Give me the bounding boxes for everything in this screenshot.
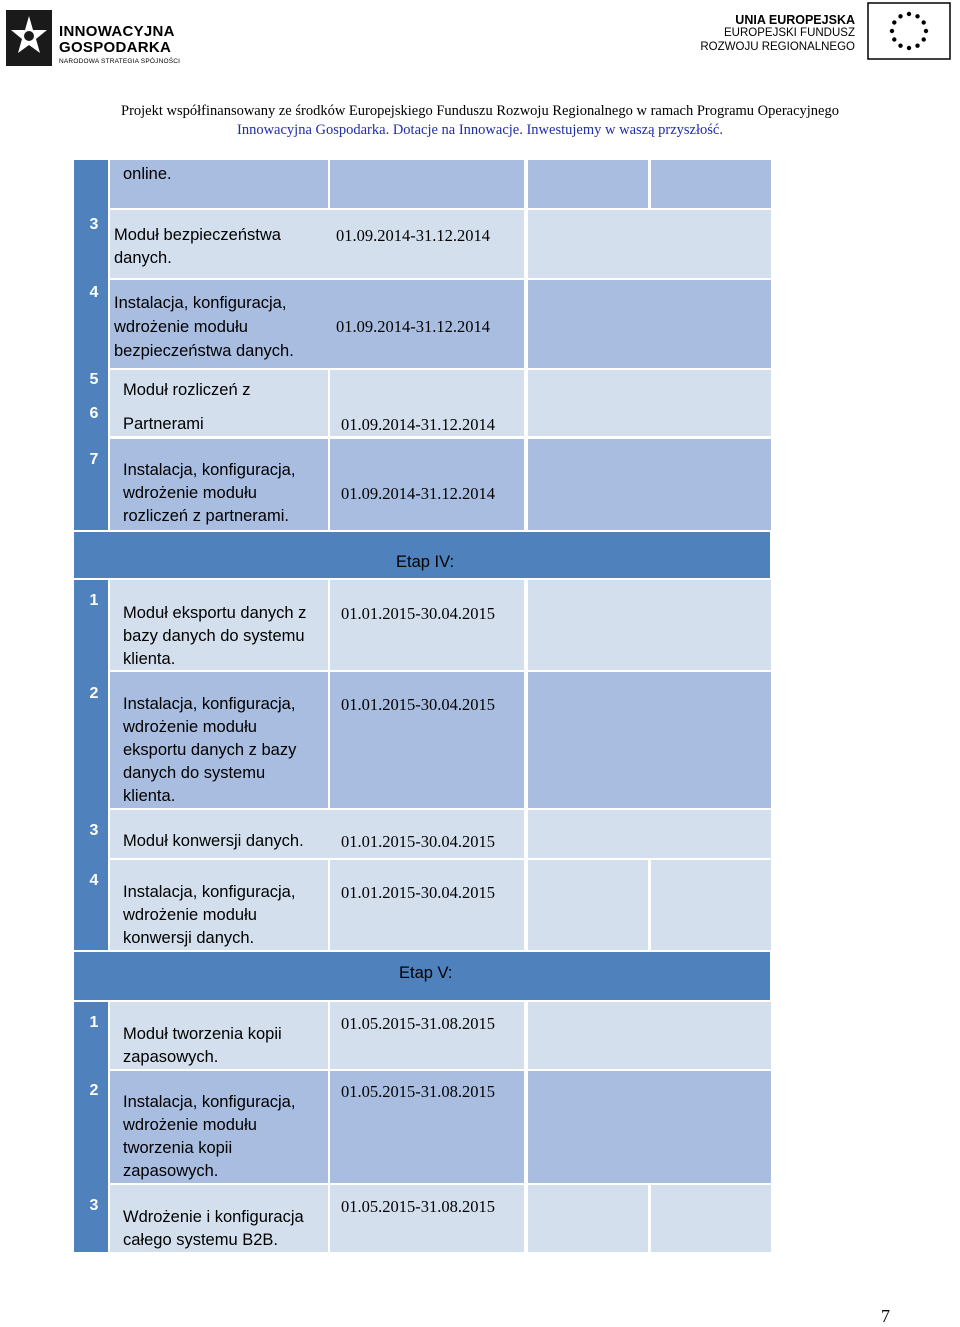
- table-cell: [330, 160, 524, 208]
- row-number: 4: [89, 872, 99, 889]
- eu-star-icon: [924, 29, 928, 33]
- task-name-line: Instalacja, konfiguracja,: [114, 294, 287, 312]
- task-name-line: wdrożenie modułu: [123, 718, 257, 736]
- eu-star-icon: [915, 44, 919, 48]
- eu-logo-line1: UNIA EUROPEJSKA: [735, 13, 855, 27]
- table-cell: [528, 160, 648, 208]
- row-number: 2: [89, 1082, 99, 1099]
- row-number: 2: [89, 685, 99, 702]
- task-name-line: wdrożenie modułu: [114, 318, 248, 336]
- eu-star-icon: [922, 37, 926, 41]
- task-name-line: tworzenia kopii: [123, 1139, 233, 1157]
- row-number: 7: [89, 451, 99, 468]
- table-cell: [528, 810, 771, 858]
- task-name-line: klienta.: [123, 787, 176, 805]
- page-number: 7: [881, 1306, 890, 1326]
- table-cell-text: online.: [123, 165, 172, 183]
- stage-label: Etap IV:: [396, 553, 455, 571]
- table-cell: [528, 1002, 771, 1069]
- table-cell: [330, 1185, 524, 1252]
- task-date: 01.05.2015-31.08.2015: [341, 1082, 495, 1101]
- task-name-line: Instalacja, konfiguracja,: [123, 461, 296, 479]
- task-name-line: zapasowych.: [123, 1162, 219, 1180]
- task-name-line: wdrożenie modułu: [123, 484, 257, 502]
- task-name-line: Instalacja, konfiguracja,: [123, 695, 296, 713]
- row-number: 3: [89, 822, 99, 839]
- task-name-line: Instalacja, konfiguracja,: [123, 883, 296, 901]
- task-date: 01.09.2014-31.12.2014: [341, 415, 495, 434]
- table-cell: [651, 860, 771, 950]
- eu-logo: [700, 2, 955, 64]
- logo-subtitle: NARODOWA STRATEGIA SPÓJNOŚCI: [59, 58, 181, 65]
- table-cell: [528, 1071, 771, 1183]
- task-date: 01.01.2015-30.04.2015: [341, 695, 495, 714]
- task-name-line: klienta.: [123, 650, 176, 668]
- table-cell: [330, 672, 524, 808]
- eu-star-icon: [892, 20, 896, 24]
- task-date: 01.05.2015-31.08.2015: [341, 1014, 495, 1033]
- task-name-line: bazy danych do systemu: [123, 627, 305, 645]
- row-number: 3: [89, 1197, 99, 1214]
- task-date: 01.09.2014-31.12.2014: [336, 317, 490, 336]
- task-name-line: bezpieczeństwa danych.: [114, 342, 294, 360]
- project-funding-note-line2: Innowacyjna Gospodarka. Dotacje na Innowacje. Inwestujemy w waszą przyszłość.: [237, 122, 723, 138]
- table-cell: [528, 672, 771, 808]
- task-date: 01.01.2015-30.04.2015: [341, 883, 495, 902]
- task-date: 01.09.2014-31.12.2014: [341, 484, 495, 503]
- row-number: 5: [89, 371, 99, 388]
- task-name-line: Moduł konwersji danych.: [123, 832, 304, 850]
- row-number: 1: [89, 592, 99, 609]
- task-date: 01.05.2015-31.08.2015: [341, 1197, 495, 1216]
- eu-star-icon: [892, 37, 896, 41]
- eu-logo-line2: EUROPEJSKI FUNDUSZ: [724, 27, 855, 39]
- task-name-line: Moduł bezpieczeństwa: [114, 226, 281, 244]
- task-name-line: konwersji danych.: [123, 929, 255, 947]
- table-cell: [528, 210, 771, 278]
- row-number: 4: [89, 284, 99, 301]
- task-name-line: rozliczeń z partnerami.: [123, 507, 289, 525]
- eu-logo-line3: ROZWOJU REGIONALNEGO: [700, 41, 855, 53]
- number-column-strip: [74, 580, 108, 950]
- logo-title-line2: GOSPODARKA: [59, 39, 172, 56]
- star-figure-logo-icon: [6, 10, 52, 66]
- task-name-line: danych.: [114, 249, 172, 267]
- table-cell: [528, 860, 648, 950]
- table-cell: [651, 1185, 771, 1252]
- task-name-line: eksportu danych z bazy: [123, 741, 297, 759]
- task-name-line: Instalacja, konfiguracja,: [123, 1093, 296, 1111]
- logo-title-line1: INNOWACYJNA: [59, 23, 175, 40]
- row-number: 6: [89, 405, 99, 422]
- eu-star-icon: [922, 20, 926, 24]
- table-cell: [528, 1185, 648, 1252]
- eu-star-icon: [898, 14, 902, 18]
- table-cell: [528, 370, 771, 436]
- table-cell: [528, 439, 771, 530]
- stage-label: Etap V:: [399, 964, 453, 982]
- eu-star-icon: [907, 12, 911, 16]
- table-cell: [528, 280, 771, 368]
- eu-star-icon: [907, 46, 911, 50]
- eu-star-icon: [915, 14, 919, 18]
- eu-star-icon: [890, 29, 894, 33]
- table-cell: [330, 860, 524, 950]
- task-date: 01.01.2015-30.04.2015: [341, 832, 495, 851]
- row-number: 1: [89, 1014, 99, 1031]
- task-name-line: wdrożenie modułu: [123, 1116, 257, 1134]
- row-number: 3: [89, 216, 99, 233]
- eu-star-icon: [898, 44, 902, 48]
- task-name-line: Wdrożenie i konfiguracja: [123, 1208, 304, 1226]
- task-name-line: Moduł eksportu danych z: [123, 604, 307, 622]
- task-name-line: danych do systemu: [123, 764, 266, 782]
- task-date: 01.09.2014-31.12.2014: [336, 226, 490, 245]
- table-cell: [651, 160, 771, 208]
- task-name-line: wdrożenie modułu: [123, 906, 257, 924]
- task-name-line: Moduł tworzenia kopii: [123, 1025, 282, 1043]
- task-name-line: zapasowych.: [123, 1048, 219, 1066]
- eu-flag-icon: [867, 2, 951, 60]
- task-name-line: Partnerami: [123, 415, 204, 433]
- task-name-line: Moduł rozliczeń z: [123, 381, 251, 399]
- table-cell: [330, 1002, 524, 1069]
- innowacyjna-gospodarka-logo: [6, 10, 186, 68]
- table-cell: [330, 580, 524, 670]
- project-funding-note-line1: Projekt współfinansowany ze środków Europejskiego Funduszu Rozwoju Regionalnego w ramach Programu Operacyjnego: [121, 103, 839, 119]
- task-date: 01.01.2015-30.04.2015: [341, 604, 495, 623]
- task-name-line: całego systemu B2B.: [123, 1231, 278, 1249]
- table-cell: [528, 580, 771, 670]
